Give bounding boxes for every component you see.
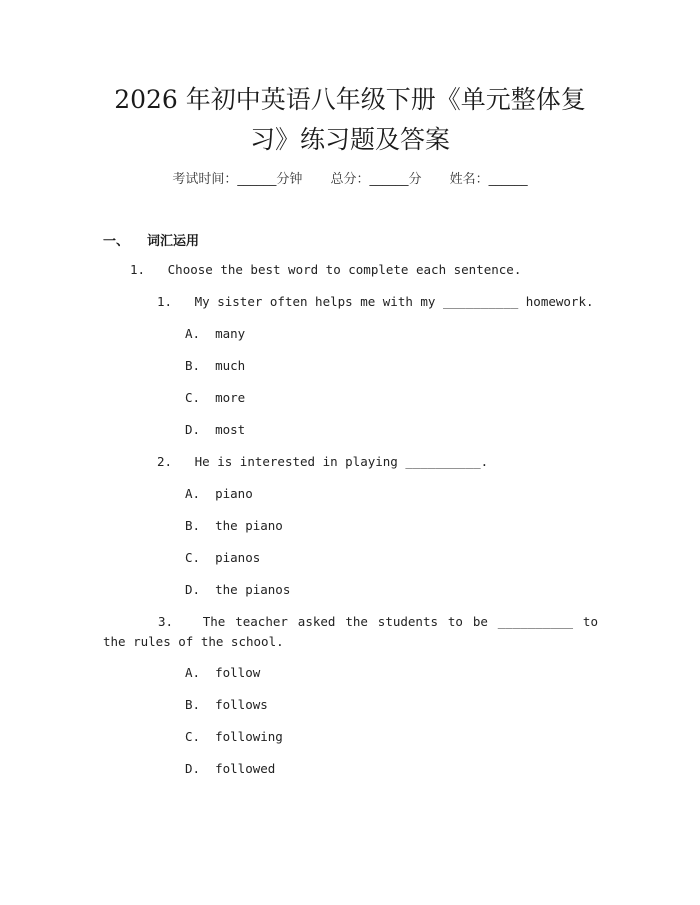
task-line bbox=[130, 262, 521, 277]
question-1 bbox=[157, 294, 594, 309]
question-text: He is interested in playing __________. bbox=[194, 454, 489, 469]
document-title bbox=[100, 80, 600, 160]
section-title: 词汇运用 bbox=[147, 234, 200, 249]
task-number: 1. bbox=[130, 262, 146, 277]
section-heading bbox=[103, 230, 199, 249]
option-d: D. most bbox=[185, 422, 246, 437]
option-c: C. pianos bbox=[185, 550, 261, 565]
question-2 bbox=[157, 454, 488, 469]
title-line-2: 习》练习题及答案 bbox=[249, 125, 450, 154]
exam-score: 总分：______分 bbox=[330, 172, 422, 187]
option-a: A. many bbox=[185, 326, 246, 341]
question-number: 3. bbox=[158, 614, 174, 629]
option-b: B. follows bbox=[185, 697, 268, 712]
option-c: C. more bbox=[185, 390, 246, 405]
option-b: B. the piano bbox=[185, 518, 283, 533]
option-d: D. followed bbox=[185, 761, 276, 776]
option-a: A. piano bbox=[185, 486, 253, 501]
section-number: 一、 bbox=[103, 234, 130, 249]
title-line-1: 2026 年初中英语八年级下册《单元整体复 bbox=[114, 85, 586, 114]
student-name: 姓名：______ bbox=[449, 172, 528, 187]
question-number: 2. bbox=[157, 454, 173, 469]
exam-time: 考试时间：______分钟 bbox=[172, 172, 303, 187]
option-b: B. much bbox=[185, 358, 246, 373]
question-3 bbox=[103, 612, 598, 652]
exam-meta bbox=[0, 168, 700, 187]
option-c: C. following bbox=[185, 729, 283, 744]
task-text: Choose the best word to complete each sentence. bbox=[167, 262, 522, 277]
question-text: The teacher asked the students to be __________ to the rules of the school. bbox=[103, 614, 598, 649]
question-number: 1. bbox=[157, 294, 173, 309]
option-d: D. the pianos bbox=[185, 582, 291, 597]
option-a: A. follow bbox=[185, 665, 261, 680]
question-text: My sister often helps me with my __________ homework. bbox=[194, 294, 594, 309]
